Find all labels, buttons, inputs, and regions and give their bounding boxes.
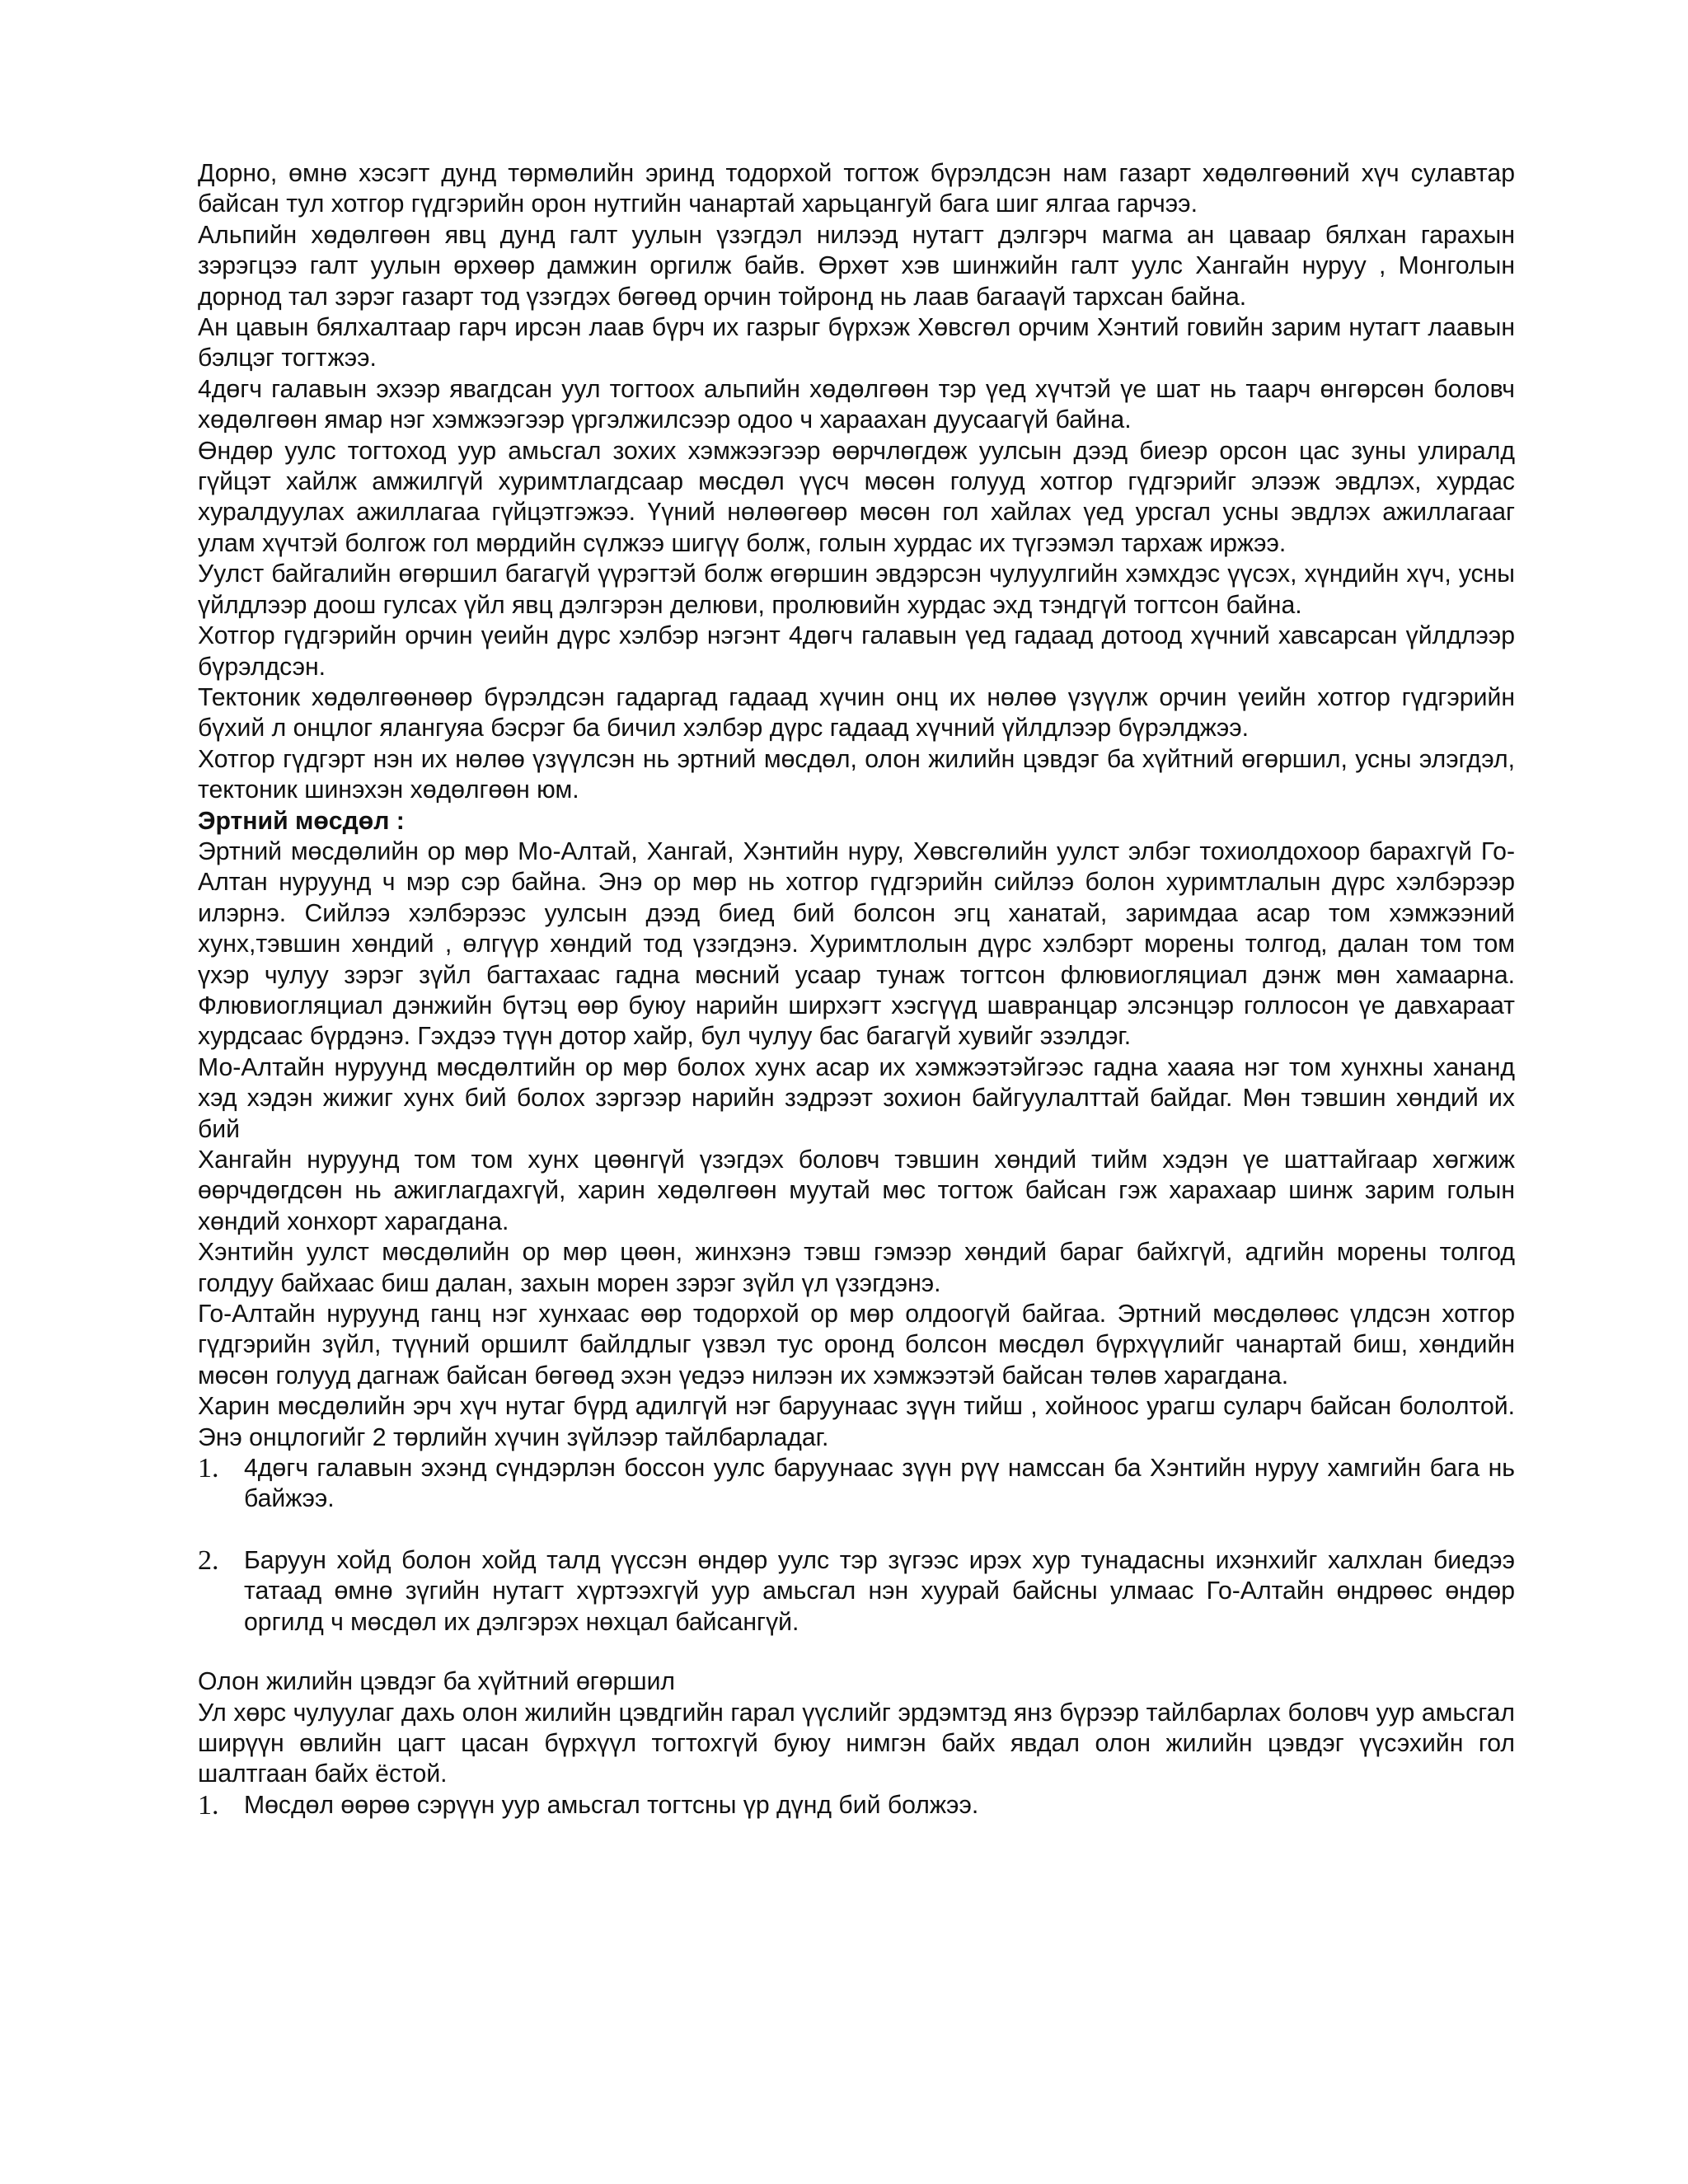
list-text: Мөсдөл өөрөө сэрүүн уур амьсгал тогтсны үр дүнд бий болжээ. — [244, 1791, 979, 1819]
paragraph: Хангайн нуруунд том том хунх цөөнгүй үзэгдэх боловч тэвшин хөндий тийм хэдэн үе шаттайгаар хөгжиж өөрчдөгдсөн нь ажиглагдахгүй, харин хөдөлгөөн муутай мөс тогтож байсан гэж харахаар шинж зарим голын хөндий хонхорт харагдана. — [198, 1146, 1515, 1235]
paragraph: Ан цавын бялхалтаар гарч ирсэн лаав бүрч их газрыг бүрхэж Хөвсгөл орчим Хэнтий говийн зарим нутагт лаавын бэлцэг тогтжээ. — [198, 314, 1515, 373]
paragraph: Мо-Алтайн нуруунд мөсдөлтийн ор мөр болох хунх асар их хэмжээтэйгээс гадна хааяа нэг том хунхны хананд хэд хэдэн жижиг хунх бий болох зэргээр нарийн зэдрээт зохион байгуулалттай байдаг. Мөн тэвшин хөндий их бий — [198, 1053, 1515, 1143]
section-heading-ancient-glaciation: Эртний мөсдөл : — [198, 807, 405, 835]
list-number: 1. — [198, 1453, 219, 1484]
list-text: Баруун хойд болон хойд талд үүссэн өндөр уулс тэр зүгээс ирэх хур тунадасны ихэнхийг халхлан биедээ татаад өмнө зүгийн нутагт хүртээхгүй уур амьсгал нэн хуурай байсны улмаас Го-Алтайн өндрөөс өндөр оргилд ч мөсдөл их дэлгэрэх нөхцал байсангүй. — [244, 1546, 1515, 1636]
numbered-list — [198, 1790, 1515, 1821]
paragraph: Өндөр уулс тогтоход уур амьсгал зохих хэмжээгээр өөрчлөгдөж уулсын дээд биеэр орсон цас зуны улиралд гүйцэт хайлж амжилгүй хуримтлагдсаар мөсдөл үүсч мөсөн голууд хотгор гүдгэрийг элээж эвдлэх, хурдас хуралдуулах ажиллагаа гүйцэтгэжээ. Үүний нөлөөгөөр мөсөн гол хайлах үед урсгал усны эвдлэх ажиллагааг улам хүчтэй болгож гол мөрдийн сүлжээ шигүү болж, голын хурдас их түгээмэл тархаж иржээ. — [198, 437, 1515, 557]
paragraph: Харин мөсдөлийн эрч хүч нутаг бүрд адилгүй нэг баруунаас зүүн тийш , хойноос урагш суларч байсан бололтой. Энэ онцлогийг 2 төрлийн хүчин зүйлээр тайлбарладаг. — [198, 1393, 1515, 1451]
list-item — [198, 1545, 1515, 1638]
list-text: 4дөгч галавын эхэнд сүндэрлэн боссон уулс баруунаас зүүн рүү намссан ба Хэнтийн нуруу хамгийн бага нь байжээ. — [244, 1455, 1515, 1513]
paragraph: 4дөгч галавын эхээр явагдсан уул тогтоох альпийн хөдөлгөөн тэр үед хүчтэй үе шат нь таарч өнгөрсөн боловч хөдөлгөөн ямар нэг хэмжээгээр үргэлжилсээр одоо ч харaахан дуусаагүй байна. — [198, 375, 1515, 434]
paragraph: Го-Алтайн нуруунд ганц нэг хунхаас өөр тодорхой ор мөр олдоогүй байгаа. Эртний мөсдөлөөс үлдсэн хотгор гүдгэрийн зүйл, түүний оршилт байлдлыг үзвэл тус оронд болсон мөсдөл бүрхүүлийг чанартай биш, хөндийн мөсөн голууд дагнаж байсан бөгөөд эхэн үедээ нилээн их хэмжээтэй байсан төлөв харагдана. — [198, 1301, 1515, 1390]
paragraph: Ул хөрс чулуулаг дахь олон жилийн цэвдгийн гарал үүслийг эрдэмтэд янз бүрээр тайлбарлах боловч уур амьсгал ширүүн өвлийн цагт цасан бүрхүүл тогтохгүй буюу нимгэн байх явдал олон жилийн цэвдэг үүсэхийн гол шалтгаан байх ёстой. — [198, 1699, 1515, 1788]
document-page — [198, 158, 1515, 1821]
list-number: 1. — [198, 1789, 219, 1821]
list-item — [198, 1790, 1515, 1821]
paragraph: Эртний мөсдөлийн ор мөр Мо-Алтай, Хангай, Хэнтийн нуру, Хөвсгөлийн уулст элбэг тохиолдохоор барахгүй Го-Алтан нуруунд ч мэр сэр байна. Энэ ор мөр нь хотгор гүдгэрийн сийлээ болон хуримтлалын дүрс хэлбэрээр илэрнэ. Сийлээ хэлбэрээс уулсын дээд биед бий болсон эгц ханатай, заримдаа асар том хэмжээний хунх,тэвшин хөндий , өлгүүр хөндий тод үзэгдэнэ. Хуримтлолын дүрс хэлбэрт морены толгод, далан том том үхэр чулуу зэрэг зүйл багтахаас гадна мөсний усаар тунаж тогтсон флювиогляциал дэнж мөн хамаарна. Флювиогляциал дэнжийн бүтэц өөр буюу нарийн ширхэгт хэсгүүд шавранцар элсэнцэр голлосон үе давхараат хурдсаас бүрдэнэ. Гэхдээ түүн дотор хайр, бул чулуу бас багагүй хувийг эзэлдэг. — [198, 837, 1515, 1051]
numbered-list — [198, 1453, 1515, 1638]
paragraph: Хотгор гүдгэрийн орчин үеийн дүрс хэлбэр нэгэнт 4дөгч галавын үед гадаад дотоод хүчний хавсарсан үйлдлээр бүрэлдсэн. — [198, 622, 1515, 681]
paragraph: Тектоник хөдөлгөөнөөр бүрэлдсэн гадаргад гадаад хүчин онц их нөлөө үзүүлж орчин үеийн хотгор гүдгэрийн бүхий л онцлог ялангуяа бэсрэг ба бичил хэлбэр дүрс гадаад хүчний үйлдлээр бүрэлджээ. — [198, 683, 1515, 743]
paragraph: Альпийн хөдөлгөөн явц дунд галт уулын үзэгдэл нилээд нутагт дэлгэрч магма ан цаваар бялхан гарахын зэрэгцээ галт уулын өрхөөр дамжин оргилж байв. Өрхөт хэв шинжийн галт уулс Хангайн нуруу , Монголын дорнод тал зэрэг газарт тод үзэгдэх бөгөөд орчин тойронд нь лаав багааүй тархсан байна. — [198, 221, 1515, 311]
paragraph: Хэнтийн уулст мөсдөлийн ор мөр цөөн, жинхэнэ тэвш гэмээр хөндий бараг байхгүй, адгийн морены толгод голдуу байхаас биш далан, захын морен зэрэг зүйл үл үзэгдэнэ. — [198, 1239, 1515, 1297]
paragraph: Хотгор гүдгэрт нэн их нөлөө үзүүлсэн нь эртний мөсдөл, олон жилийн цэвдэг ба хүйтний өгөршил, усны элэгдэл, тектоник шинэхэн хөдөлгөөн юм. — [198, 745, 1515, 804]
list-item — [198, 1453, 1515, 1515]
section-heading-permafrost: Олон жилийн цэвдэг ба хүйтний өгөршил — [198, 1668, 676, 1696]
paragraph: Уулст байгалийн өгөршил багагүй үүрэгтэй болж өгөршин эвдэрсэн чулуулгийн хэмхдэс үүсэх, хүндийн хүч, усны үйлдлээр доош гулсах үйл явц дэлгэрэн делюви, пролювийн хурдас эхд тэндгүй тогтсон байна. — [198, 560, 1515, 619]
paragraph: Дорно, өмнө хэсэгт дунд төрмөлийн эринд тодорхой тогтож бүрэлдсэн нам газарт хөдөлгөөний хүч сулавтар байсан тул хотгор гүдгэрийн орон нутгийн чанартай харьцангуй бага шиг ялгаа гарчээ. — [198, 160, 1515, 218]
list-number: 2. — [198, 1544, 219, 1576]
